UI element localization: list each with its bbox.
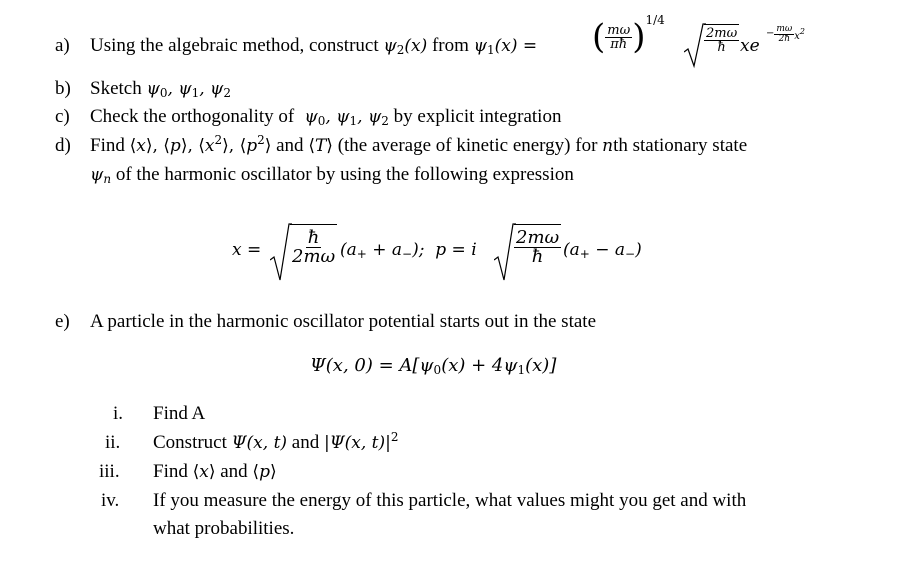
x-ladder-sum: $(a_+ + a_-)$; p = i [340, 240, 477, 261]
item-c-text: Check the orthogonality of $\psi_0$, $\psi_1$, $\psi_2$ by explicit integration [90, 106, 562, 128]
psi1-definition: $\psi_1(x)$ = [473, 36, 538, 57]
initial-state-equation: Ψ(x, $0) = A[\psi_0(x) + 4\psi_1(x)]$ [310, 355, 557, 377]
sub-item-iv-text-line1: If you measure the energy of this particle, what values might you get and with [153, 490, 747, 511]
p-sqrt: $\frac{2m\omega}{ħ}$ [494, 222, 516, 290]
x-expectation: ⟨x⟩ [192, 462, 216, 482]
x-equals: x = [232, 240, 262, 260]
item-d-text-line1: Find ⟨x⟩, ⟨p⟩, $⟨x^2⟩$, $⟨p^2⟩$ and ⟨T⟩ (the average of kinetic energy) for nth stationary state [90, 133, 748, 156]
sub-item-iii-label: iii. [99, 461, 120, 482]
item-d-text-line2: $\psi_n$ of the harmonic oscillator by using the following expression [90, 164, 574, 186]
psi-xt: Ψ(x, t) [231, 433, 288, 453]
psi-n-symbol: $\psi_n$ [90, 165, 112, 186]
p-expectation: ⟨p⟩ [252, 462, 277, 482]
sub-item-i-text: Find A [153, 403, 206, 424]
item-b-text: Sketch $\psi_0$, $\psi_1$, $\psi_2$ [90, 78, 232, 100]
item-d-label: d) [55, 135, 71, 156]
psi-xt-squared: |Ψ(x, $t)|^2$ [323, 430, 399, 453]
psi1-normalization: ( $\frac{m\omega}{\pi ħ}$ )$^{1/4}$ [592, 12, 665, 57]
psi-list: $\psi_0$, $\psi_1$, $\psi_2$ [298, 107, 389, 128]
sub-item-iv-label: iv. [101, 490, 120, 511]
item-b-label: b) [55, 78, 71, 99]
psi-list: $\psi_0$, $\psi_1$, $\psi_2$ [146, 79, 232, 100]
p-ladder-diff: $(a_+ - a_-)$ [563, 240, 642, 261]
sub-item-i-label: i. [113, 403, 124, 424]
sub-item-ii-label: ii. [105, 432, 121, 453]
sub-item-iv-text-line2: what probabilities. [153, 518, 295, 539]
psi1-sqrt-factor: $\frac{2m\omega}{ħ}$ [684, 22, 706, 76]
item-a-text: Using the algebraic method, construct $\psi_2(x)$ from $\psi_1(x)$ = [90, 35, 538, 57]
psi1-exponent: − $\frac{m\omega}{2ħ}$ $x^2$ [766, 24, 805, 44]
n-symbol: n [602, 136, 614, 156]
item-a-label: a) [55, 35, 70, 56]
item-c-label: c) [55, 106, 70, 127]
expectation-list: ⟨x⟩, ⟨p⟩, $⟨x^2⟩$, $⟨p^2⟩$ [129, 133, 272, 156]
kinetic-expectation: ⟨T⟩ [308, 136, 333, 156]
psi2-symbol: $\psi_2(x)$ [383, 36, 428, 57]
item-e-text: A particle in the harmonic oscillator potential starts out in the state [90, 311, 597, 332]
sub-item-iii-text: Find ⟨x⟩ and ⟨p⟩ [153, 461, 277, 482]
item-e-label: e) [55, 311, 70, 332]
psi1-exponential: xe [740, 36, 760, 56]
sub-item-ii-text: Construct Ψ(x, t) and |Ψ(x, $t)|^2$ [153, 430, 399, 453]
x-sqrt: $\frac{ħ}{2m\omega}$ [270, 222, 292, 290]
